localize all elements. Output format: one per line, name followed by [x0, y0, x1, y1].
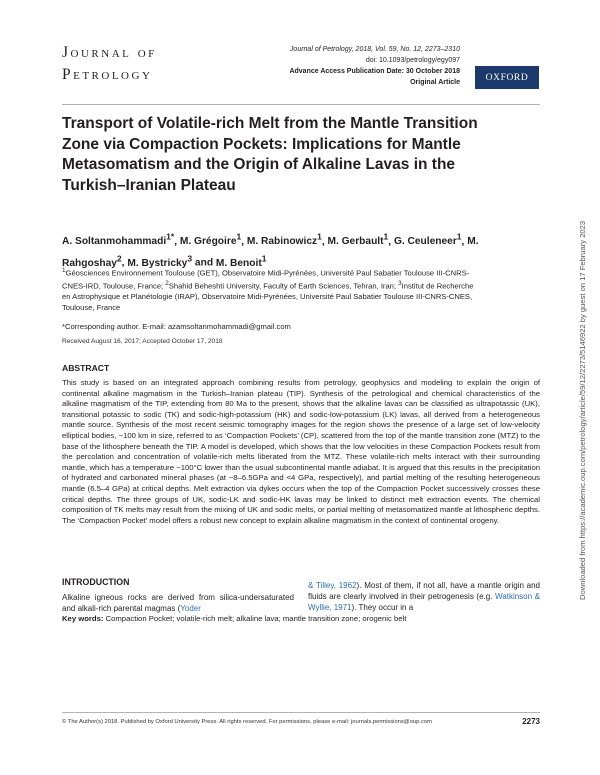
author[interactable]: G. Ceuleneer$^1$ — [393, 232, 462, 248]
abstract-heading: ABSTRACT — [62, 363, 110, 373]
journal-logo — [62, 42, 157, 86]
doi-link[interactable]: doi: 10.1093/petrology/egy097 — [365, 57, 460, 64]
intro-column-left: Alkaline igneous rocks are derived from silica-undersaturated and alkali-rich parental magmas (Yoder — [62, 593, 294, 614]
intro-column-right: & Tilley, 1962). Most of them, if not all, have a mantle origin and fluids are clearly involved in their petrogenesis (e.g. Watkinson & Wyllie, 1971). They occur in a — [308, 581, 541, 613]
footer-divider — [62, 712, 540, 713]
author[interactable]: M. Grégoire$^1$ — [179, 232, 242, 248]
article-meta — [200, 44, 460, 88]
author[interactable]: M. Rahgoshay$^2$ — [62, 236, 479, 269]
keywords — [62, 614, 540, 625]
copyright-footer: © The Author(s) 2018. Published by Oxford University Press. All rights reserved. For permissions, please e-mail: journals.permissions@oup.com — [62, 719, 432, 725]
received-accepted-dates: Received August 16, 2017; Accepted October 17, 2018 — [62, 338, 223, 345]
citation: Journal of Petrology, 2018, Vol. 59, No. 12, 2273–2310 — [289, 46, 460, 53]
citation-link[interactable]: Yoder — [180, 604, 201, 614]
affiliations: $^1$Géosciences Environnement Toulouse (GET), Observatoire Midi-Pyrénées, Université Paul Sabatier Toulouse III-CNRS-CNES-IRD, Toulouse, France; $^2$Shahid Beheshti University, Faculty of Earth Sciences, Tehran, Iran; $^3$Institut de Recherche en Astrophysique et Planétologie (IRAP), Observatoire Midi-Pyrénées, Université Paul Sabatier Toulouse III-CNRS-CNES, Toulouse, France — [62, 267, 474, 312]
keywords-label: Key words: — [62, 614, 104, 623]
author[interactable]: M. Benoit$^1$ — [215, 253, 267, 269]
article-title: Transport of Volatile-rich Melt from the Mantle Transition Zone via Compaction Pockets: Implications for Mantle Metasomatism and the Origin of Alkaline Lavas in the Turkish–Iranian Plateau — [62, 115, 478, 194]
citation-link[interactable]: Watkinson & Wyllie, 1971 — [308, 592, 541, 613]
article-type: Original Article — [410, 79, 460, 86]
keywords-text: Compaction Pocket; volatile-rich melt; alkaline lava; mantle transition zone; orogenic belt — [103, 614, 407, 623]
page-number: 2273 — [522, 717, 540, 726]
header-divider — [62, 104, 540, 105]
author[interactable]: M. Bystricky$^3$ — [127, 253, 193, 269]
author[interactable]: A. Soltanmohammadi$^{1*}$ — [62, 232, 175, 248]
journal-name-line2: Petrology — [62, 66, 153, 83]
author-list: A. Soltanmohammadi$^{1*}$, M. Grégoire$^1$, M. Rabinowicz$^1$, M. Gerbault$^1$, G. Ceuleneer$^1$, M. Rahgoshay$^2$, M. Bystricky$^3$ and M. Benoit$^1$ — [62, 232, 479, 269]
author[interactable]: M. Gerbault$^1$ — [327, 232, 389, 248]
author[interactable]: M. Rabinowicz$^1$ — [246, 232, 322, 248]
abstract-text: This study is based on an integrated approach combining results from petrology, geophysics and modeling to explain the origin of continental alkaline magmatism in the Turkish–Iranian plateau (TIP). Synthesis of the petrological and chemical characteristics of the alkaline magmatism of the TIP, extending from 80 Ma to the present, shows that the alkaline lavas can be classified as ultrapotassic (UK), transitional potassic to sodic (TK) and sodic-high-potassium (HK) and sodic-low-potassium (LK) lavas, all derived from a heterogeneous mantle source. Synthesis of the most recent seismic tomography images for the region shows the presence of a large set of low-velocity elliptical bodies, ~100 km in size, referred to as ‘Compaction Pockets’ (CP), scattered from the top of the mantle transition zone (MTZ) to the base of the lithosphere beneath the TIP. A model is developed, which shows that the low velocities in these Compaction Pockets result from the percolation and concentration of volatile-rich melts liberated from the MTZ. These volatile-rich melts interact with their surrounding mantle, which has a temperature ~100°C lower than the usual subcontinental mantle adiabat. It is argued that this results in the precipitation of hydrated and carbonated mineral phases (at ~8–6.5GPa and <4 GPa, respectively), and partial melting of the resulting heterogeneous mantle (6.5–4 GPa) at critical depths. Melt extraction via dykes occurs when the top of the Compaction Pocket successively crosses these critical depths. The three groups of UK, sodic-LK and sodic-HK lavas may be linked to distinct melt extraction events. The chemical composition of TK melts may result from the mixing of UK and sodic melts, or partial melting of metasomatized mantle at lithospheric depths. The ‘Compaction Pocket’ model offers a robust new concept to explain alkaline magmatism in the context of continental orogeny. — [62, 378, 540, 525]
citation-link[interactable]: & Tilley, 1962 — [308, 581, 357, 590]
publisher-logo[interactable]: OXFORD — [475, 66, 539, 89]
advance-access-date: Advance Access Publication Date: 30 October 2018 — [289, 68, 460, 75]
journal-name-line1: Journal of — [62, 44, 157, 61]
introduction-heading: INTRODUCTION — [62, 577, 130, 587]
corresponding-author: *Corresponding author. E-mail: azamsoltanmohammadi@gmail.com — [62, 322, 291, 331]
download-watermark: Downloaded from https://academic.oup.com/petrology/article/59/12/2273/5146922 by guest on 17 February 2023 — [578, 220, 587, 600]
